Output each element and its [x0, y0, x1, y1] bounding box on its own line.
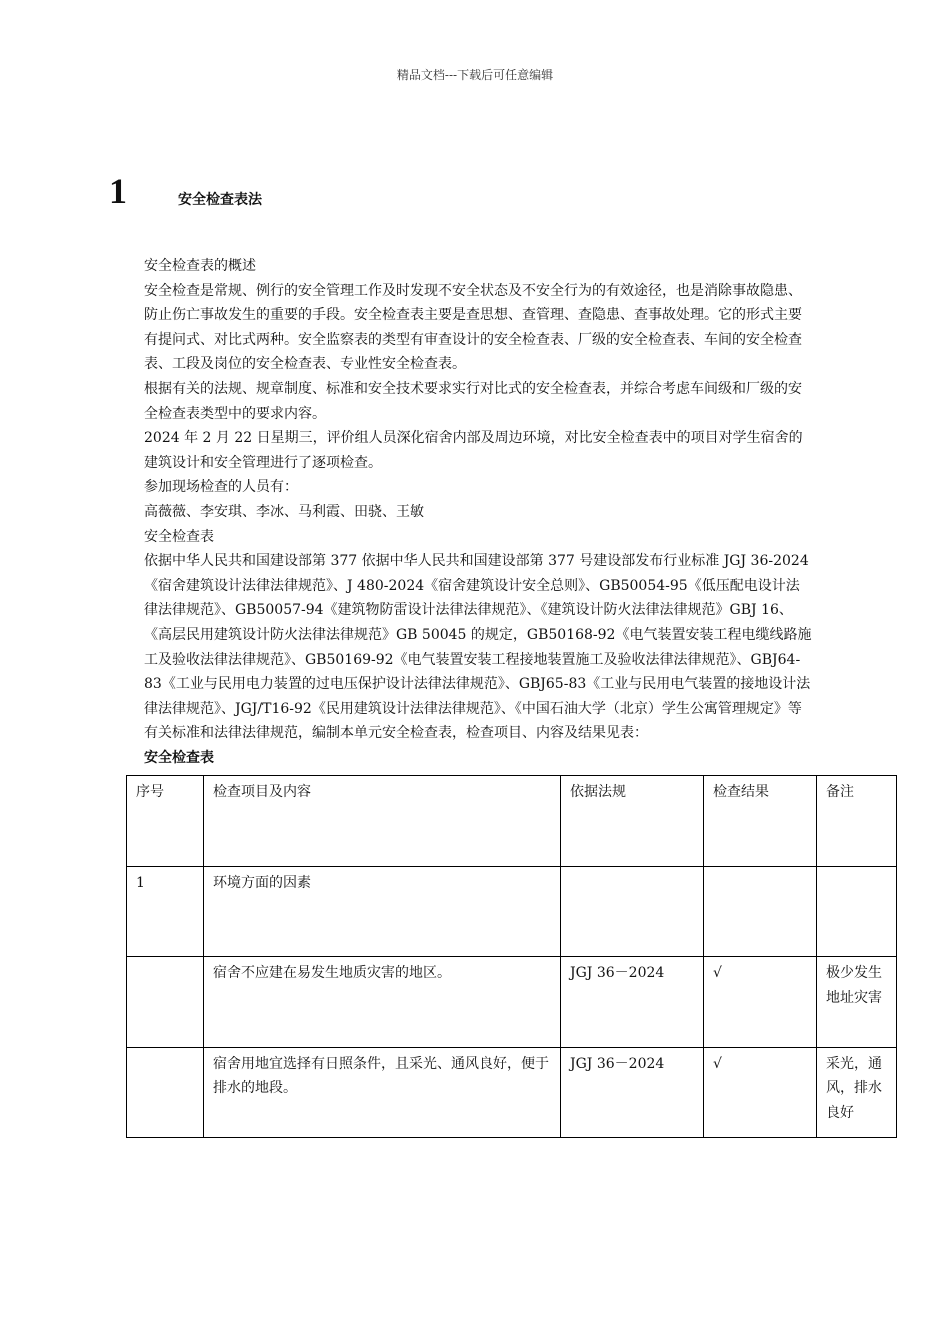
cell-remark: 采光，通风，排水良好: [817, 1047, 897, 1138]
cell-result: √: [704, 1047, 817, 1138]
table-caption: 安全检查表: [144, 749, 214, 766]
table-header-row: [127, 776, 897, 867]
safety-checklist-table: [126, 775, 897, 1138]
header-cell-regulation: 依据法规: [561, 776, 704, 867]
paragraph-participants: 高薇薇、李安琪、李冰、马利霞、田骁、王敏: [144, 503, 424, 520]
cell-item: 环境方面的因素: [204, 866, 561, 957]
cell-item: 宿舍不应建在易发生地质灾害的地区。: [204, 957, 561, 1048]
cell-number: [127, 1047, 204, 1138]
paragraph-participants-intro: 参加现场检查的人员有：: [144, 479, 298, 496]
cell-remark: [817, 866, 897, 957]
paragraph-inspection-date: 2024 年 2 月 22 日星期三，评价组人员深化宿舍内部及周边环境，对比安全检查表中的项目对学生宿舍的建筑设计和安全管理进行了逐项检查。: [144, 430, 803, 471]
section-heading-overview: 安全检查表的概述: [144, 258, 256, 274]
table-row: [127, 1047, 897, 1138]
cell-number: 1: [127, 866, 204, 957]
cell-regulation: [561, 866, 704, 957]
chapter-number: 1: [109, 171, 127, 211]
cell-regulation: JGJ 36－2024: [561, 957, 704, 1048]
section-heading-checklist: 安全检查表: [144, 528, 214, 545]
cell-remark: 极少发生地址灾害: [817, 957, 897, 1048]
paragraph-overview: 安全检查是常规、例行的安全管理工作及时发现不安全状态及不安全行为的有效途径，也是消除事故隐患、防止伤亡事故发生的重要的手段。安全检查表主要是查思想、查管理、查隐患、查事故处理。它的形式主要有提问式、对比式两种。安全监察表的类型有审查设计的安全检查表、厂级的安全检查表、车间的安全检查表、工段及岗位的安全检查表、专业性安全检查表。: [144, 282, 802, 373]
body-text: [144, 254, 812, 770]
header-cell-remark: 备注: [817, 776, 897, 867]
paragraph-method: 根据有关的法规、规章制度、标准和安全技术要求实行对比式的安全检查表，并综合考虑车间级和厂级的安全检查表类型中的要求内容。: [144, 380, 802, 422]
cell-result: [704, 866, 817, 957]
header-cell-item: 检查项目及内容: [204, 776, 561, 867]
chapter-title: 安全检查表法: [178, 192, 262, 208]
table-row: [127, 957, 897, 1048]
paragraph-standards: 依据中华人民共和国建设部第 377 依据中华人民共和国建设部第 377 号建设部发布行业标准 JGJ 36-2024《宿舍建筑设计法律法律规范》、J 480-2024《宿舍建筑设计安全总则》、GB50054-95《低压配电设计法律法律规范》、GB50057-94《建筑物防雷设计法律法律规范》、《建筑设计防火法律法律规范》GBJ 16、《高层民用建筑设计防火法律法律规范》GB 50045 的规定，GB50168-92《电气装置安装工程电缆线路施工及验收法律法律规范》、GB50169-92《电气装置安装工程接地装置施工及验收法律法律规范》、GBJ64-83《工业与民用电力装置的过电压保护设计法律法律规范》、GBJ65-83《工业与民用电气装置的接地设计法律法律规范》、JGJ/T16-92《民用建筑设计法律法律规范》、《中国石油大学（北京）学生公寓管理规定》等有关标准和法律法律规范，编制本单元安全检查表，检查项目、内容及结果见表：: [144, 553, 812, 742]
table-row: [127, 866, 897, 957]
header-cell-number: 序号: [127, 776, 204, 867]
cell-item: 宿舍用地宜选择有日照条件，且采光、通风良好，便于排水的地段。: [204, 1047, 561, 1138]
cell-result: √: [704, 957, 817, 1048]
cell-number: [127, 957, 204, 1048]
header-cell-result: 检查结果: [704, 776, 817, 867]
cell-regulation: JGJ 36－2024: [561, 1047, 704, 1138]
page-header: 精品文档---下载后可任意编辑: [396, 68, 554, 82]
